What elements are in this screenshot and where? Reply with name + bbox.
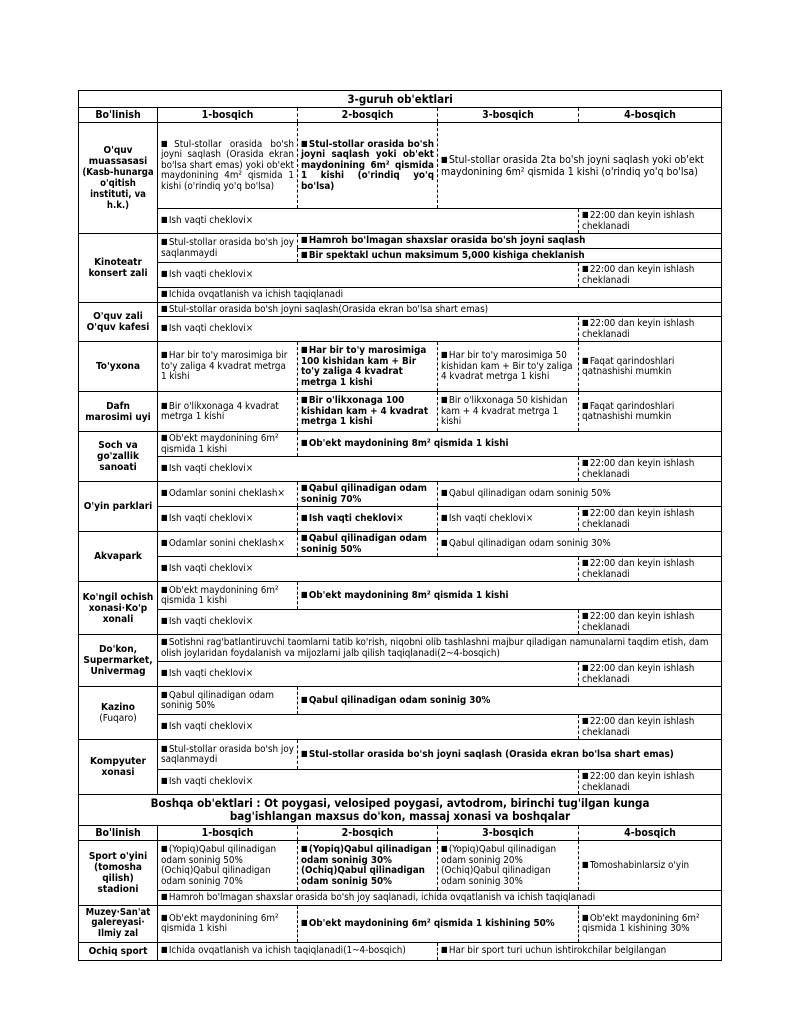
- muzey-stage-2: ■Ob'ekt maydonining 6m² qismida 1 kishining 50%: [298, 905, 579, 942]
- kongil-hours: ■Ish vaqti cheklovi×: [158, 610, 579, 635]
- toyxona-stage-3: ■Har bir to'y marosimiga 50 kishidan kam + Bir to'y zaliga 4 kvadrat metrga 1 kishi: [438, 342, 579, 392]
- kongil-late: ■22:00 dan keyin ishlash cheklanadi: [579, 610, 722, 635]
- restrictions-table: [78, 90, 722, 961]
- dafn-stage-3: ■Bir o'likxonaga 50 kishidan kam + 4 kvadrat metrga 1 kishi: [438, 392, 579, 432]
- oquv-stage-2: ■Stul-stollar orasida bo'sh joyni saqlash yoki ob'ekt maydonining 6m² qismida 1 kishi (o'rindiq yo'q bo'lsa): [298, 123, 438, 209]
- kafe-stage-1: ■Stul-stollar orasida bo'sh joyni saqlash(Orasida ekran bo'lsa shart emas): [158, 302, 722, 317]
- table-title: 3-guruh ob'ektlari: [79, 91, 722, 108]
- muzey-stage-4: ■Ob'ekt maydonining 6m² qismida 1 kishining 30%: [579, 905, 722, 942]
- kazino-late: ■22:00 dan keyin ishlash cheklanadi: [579, 715, 722, 740]
- row-label-akva: Akvapark: [79, 532, 158, 582]
- kongil-stage-1: ■Ob'ekt maydonining 6m² qismida 1 kishi: [158, 582, 298, 610]
- row-label-oquv: O'quv muassasasi (Kasb-hunarga o'qitish instituti, va h.k.): [79, 123, 158, 234]
- oyin-hours-1: ■Ish vaqti cheklovi×: [158, 507, 298, 532]
- akva-stage-2: ■Qabul qilinadigan odam soninig 50%: [298, 532, 438, 557]
- kompyuter-stage-2: ■Stul-stollar orasida bo'sh joyni saqlash (Orasida ekran bo'lsa shart emas): [298, 740, 722, 770]
- kino-late: ■22:00 dan keyin ishlash cheklanadi: [579, 263, 722, 288]
- row-label-kazino: Kazino (Fuqaro): [79, 687, 158, 740]
- ochiq-stage-1: ■Ichida ovqatlanish va ichish taqiqlanadi(1~4-bosqich): [158, 942, 438, 960]
- table-row: [79, 557, 722, 582]
- table-row: [79, 770, 722, 795]
- table-row: [79, 582, 722, 610]
- kompyuter-stage-1: ■Stul-stollar orasida bo'sh joy saqlanmaydi: [158, 740, 298, 770]
- dokon-stage-1: ■Sotishni rag'batlantiruvchi taomlarni tatib ko'rish, niqobni olib tashlashni majbur qiladigan namunalarni taqdim etish, dam olish joylaridan foydalanish va mijozlarni jalb qilish taqiqlanadi(2~4-bosqich): [158, 635, 722, 662]
- kazino-stage-2: ■Qabul qilinadigan odam soninig 30%: [298, 687, 722, 715]
- table-row: [79, 610, 722, 635]
- oquv-stage-3-4: ■Stul-stollar orasida 2ta bo'sh joyni saqlash yoki ob'ekt maydonining 6m² qismida 1 kishi (o'rindiq yo'q bo'lsa): [438, 123, 722, 209]
- header-stage-2: 2-bosqich: [298, 108, 438, 123]
- kafe-hours: ■Ish vaqti cheklovi×: [158, 317, 579, 342]
- row-label-kongil: Ko'ngil ochish xonasi·Ko'p xonali: [79, 582, 158, 635]
- sport-stage-2: ■(Yopiq)Qabul qilinadigan odam soninig 30% (Ochiq)Qabul qilinadigan odam soninig 50%: [298, 841, 438, 891]
- header-stage-1-2: 1-bosqich: [158, 826, 298, 841]
- oquv-late: ■22:00 dan keyin ishlash cheklanadi: [579, 209, 722, 234]
- other-objects-title: Boshqa ob'ektlari : Ot poygasi, velosiped poygasi, avtodrom, birinchi tug'ilgan kunga bag'ishlangan maxsus do'kon, massaj xonasi va boshqalar: [79, 795, 722, 826]
- row-label-dokon: Do'kon, Supermarket, Univermag: [79, 635, 158, 687]
- document-page: [78, 90, 721, 961]
- akva-stage-3: ■Qabul qilinadigan odam soninig 30%: [438, 532, 722, 557]
- soch-stage-1: ■Ob'ekt maydonining 6m² qismida 1 kishi: [158, 432, 298, 457]
- kongil-stage-2: ■Ob'ekt maydonining 8m² qismida 1 kishi: [298, 582, 722, 610]
- kazino-hours: ■Ish vaqti cheklovi×: [158, 715, 579, 740]
- dafn-stage-2: ■Bir o'likxonaga 100 kishidan kam + 4 kvadrat metrga 1 kishi: [298, 392, 438, 432]
- table-row: [79, 288, 722, 303]
- kazino-stage-1: ■Qabul qilinadigan odam soninig 50%: [158, 687, 298, 715]
- header-division: Bo'linish: [79, 108, 158, 123]
- toyxona-stage-4: ■Faqat qarindoshlari qatnashishi mumkin: [579, 342, 722, 392]
- soch-late: ■22:00 dan keyin ishlash cheklanadi: [579, 457, 722, 482]
- header-stage-3-2: 3-bosqich: [438, 826, 579, 841]
- kompyuter-late: ■22:00 dan keyin ishlash cheklanadi: [579, 770, 722, 795]
- header-stage-3: 3-bosqich: [438, 108, 579, 123]
- table-row: [79, 432, 722, 457]
- soch-stage-2: ■Ob'ekt maydonining 8m² qismida 1 kishi: [298, 432, 722, 457]
- akva-hours: ■Ish vaqti cheklovi×: [158, 557, 579, 582]
- kafe-late: ■22:00 dan keyin ishlash cheklanadi: [579, 317, 722, 342]
- table-row: [79, 687, 722, 715]
- header-row: [79, 108, 722, 123]
- table-row: [79, 942, 722, 960]
- row-label-dafn: Dafn marosimi uyi: [79, 392, 158, 432]
- kino-food: ■Ichida ovqatlanish va ichish taqiqlanadi: [158, 288, 722, 303]
- sport-food: ■Hamroh bo'lmagan shaxslar orasida bo'sh joy saqlanadi, ichida ovqatlanish va ichish taqiqlanadi: [158, 891, 722, 906]
- row-label-sport: Sport o'yini (tomosha qilish) stadioni: [79, 841, 158, 906]
- row-label-oyin: O'yin parklari: [79, 482, 158, 532]
- row-label-toyxona: To'yxona: [79, 342, 158, 392]
- table-row: [79, 234, 722, 249]
- oyin-hours-2: ■Ish vaqti cheklovi×: [298, 507, 438, 532]
- kino-stage-2b: ■Bir spektakl uchun maksimum 5,000 kishiga cheklanish: [298, 248, 722, 263]
- kino-stage-1: ■Stul-stollar orasida bo'sh joy saqlanmaydi: [158, 234, 298, 263]
- header-division-2: Bo'linish: [79, 826, 158, 841]
- akva-late: ■22:00 dan keyin ishlash cheklanadi: [579, 557, 722, 582]
- table-row: [79, 317, 722, 342]
- oyin-stage-2: ■Qabul qilinadigan odam soninig 70%: [298, 482, 438, 507]
- soch-hours: ■Ish vaqti cheklovi×: [158, 457, 579, 482]
- oyin-stage-3: ■Qabul qilinadigan odam soninig 50%: [438, 482, 722, 507]
- akva-stage-1: ■Odamlar sonini cheklash×: [158, 532, 298, 557]
- row-label-soch: Soch va go'zallik sanoati: [79, 432, 158, 482]
- sport-stage-4: ■Tomoshabinlarsiz o'yin: [579, 841, 722, 891]
- oyin-hours-3: ■Ish vaqti cheklovi×: [438, 507, 579, 532]
- row-label-ochiq: Ochiq sport: [79, 942, 158, 960]
- dafn-stage-1: ■Bir o'likxonaga 4 kvadrat metrga 1 kishi: [158, 392, 298, 432]
- table-row: [79, 532, 722, 557]
- table-row: [79, 740, 722, 770]
- row-label-kino: Kinoteatr konsert zali: [79, 234, 158, 303]
- table-row: [79, 841, 722, 891]
- sport-stage-3: ■(Yopiq)Qabul qilinadigan odam soninig 20% (Ochiq)Qabul qilinadigan odam soninig 30%: [438, 841, 579, 891]
- table-row: [79, 635, 722, 662]
- table-row: [79, 263, 722, 288]
- oquv-stage-1: ■Stul-stollar orasida bo'sh joyni saqlash (Orasida ekran bo'lsa shart emas) yoki ob'ekt maydonining 4m² qismida 1 kishi (o'rindiq yo'q bo'lsa): [158, 123, 298, 209]
- table-row: [79, 662, 722, 687]
- dafn-stage-4: ■Faqat qarindoshlari qatnashishi mumkin: [579, 392, 722, 432]
- table-row: [79, 209, 722, 234]
- table-row: [79, 342, 722, 392]
- toyxona-stage-2: ■Har bir to'y marosimiga 100 kishidan kam + Bir to'y zaliga 4 kvadrat metrga 1 kishi: [298, 342, 438, 392]
- table-row: [79, 302, 722, 317]
- header-row: [79, 826, 722, 841]
- row-label-kompyuter: Kompyuter xonasi: [79, 740, 158, 795]
- table-row: [79, 392, 722, 432]
- dokon-late: ■22:00 dan keyin ishlash cheklanadi: [579, 662, 722, 687]
- table-row: [79, 457, 722, 482]
- muzey-stage-1: ■Ob'ekt maydonining 6m² qismida 1 kishi: [158, 905, 298, 942]
- header-stage-4-2: 4-bosqich: [579, 826, 722, 841]
- table-row: [79, 715, 722, 740]
- header-stage-2-2: 2-bosqich: [298, 826, 438, 841]
- header-stage-1: 1-bosqich: [158, 108, 298, 123]
- kompyuter-hours: ■Ish vaqti cheklovi×: [158, 770, 579, 795]
- kino-hours: ■Ish vaqti cheklovi×: [158, 263, 579, 288]
- dokon-hours: ■Ish vaqti cheklovi×: [158, 662, 579, 687]
- sport-stage-1: ■(Yopiq)Qabul qilinadigan odam soninig 50% (Ochiq)Qabul qilinadigan odam soninig 70%: [158, 841, 298, 891]
- row-label-kafe: O'quv zali O'quv kafesi: [79, 302, 158, 342]
- table-row: [79, 123, 722, 209]
- toyxona-stage-1: ■Har bir to'y marosimiga bir to'y zaliga 4 kvadrat metrga 1 kishi: [158, 342, 298, 392]
- row-label-muzey: Muzey·San'at galereyasi· Ilmiy zal: [79, 905, 158, 942]
- oyin-stage-1: ■Odamlar sonini cheklash×: [158, 482, 298, 507]
- table-row: [79, 507, 722, 532]
- header-stage-4: 4-bosqich: [579, 108, 722, 123]
- table-row: [79, 482, 722, 507]
- kino-stage-2a: ■Hamroh bo'lmagan shaxslar orasida bo'sh joyni saqlash: [298, 234, 722, 249]
- oyin-late: ■22:00 dan keyin ishlash cheklanadi: [579, 507, 722, 532]
- table-row: [79, 905, 722, 942]
- oquv-hours: ■Ish vaqti cheklovi×: [158, 209, 579, 234]
- ochiq-stage-3: ■Har bir sport turi uchun ishtirokchilar belgilangan: [438, 942, 722, 960]
- table-row: [79, 891, 722, 906]
